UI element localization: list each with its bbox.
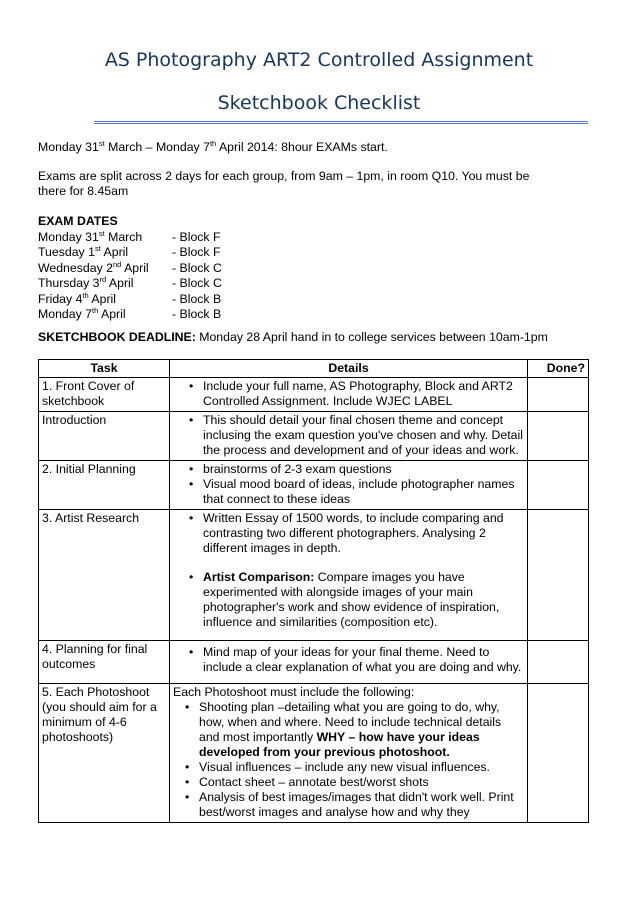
document-title: AS Photography ART2 Controlled Assignment — [104, 49, 534, 71]
header-done: Done? — [528, 360, 589, 378]
table-row — [39, 412, 589, 461]
details-cell: • This should detail your final chosen theme and concept inclusing the exam question you've chosen and why. Detail the process and development and of your ideas and work. — [170, 412, 528, 461]
done-cell[interactable] — [528, 641, 589, 684]
exam-date-row: Friday 4th April - Block B — [38, 290, 222, 306]
table-row — [39, 378, 589, 412]
done-cell[interactable] — [528, 461, 589, 510]
done-cell[interactable] — [528, 684, 589, 823]
exam-date-row: Monday 31st March - Block F — [38, 228, 221, 244]
exam-dates — [38, 214, 222, 323]
document-subtitle: Sketchbook Checklist — [217, 92, 421, 114]
details-cell: Each Photoshoot must include the following: • Shooting plan –detailing what you are going to do, why, how, when and where. Need to include technical details and most importantly WHY – how have your ideas developed from your previous photoshoot. • Visual influences – include any new visual influences. • Contact sheet – annotate best/worst shots • Analysis of best images/images that didn't work well. Print best/worst images and analyse how and why they — [170, 684, 528, 823]
done-cell[interactable] — [528, 510, 589, 641]
header-details: Details — [170, 360, 528, 378]
exam-arrival-line: there for 8.45am — [38, 184, 129, 198]
exam-date-row: Tuesday 1st April - Block F — [38, 244, 221, 259]
details-cell: • Mind map of your ideas for your final theme. Need to include a clear explanation of what you are doing and why. — [170, 641, 528, 684]
exam-date-row: Monday 7th April - Block B — [38, 306, 222, 321]
title-divider — [94, 121, 588, 124]
task-cell: 3. Artist Research — [39, 510, 170, 641]
details-cell: • brainstorms of 2-3 exam questions • Visual mood board of ideas, include photographer names that connect to these ideas — [170, 461, 528, 510]
sketchbook-deadline: SKETCHBOOK DEADLINE: Monday 28 April hand in to college services between 10am-1pm — [38, 330, 548, 344]
exam-split-line: Exams are split across 2 days for each group, from 9am – 1pm, in room Q10. You must be — [38, 169, 530, 183]
table-row — [39, 510, 589, 641]
done-cell[interactable] — [528, 378, 589, 412]
details-cell: • Written Essay of 1500 words, to include comparing and contrasting two different photographers. Analysing 2 different images in depth. • Artist Comparison: Compare images you have experimented with alongside images of your main photographer's work and show evidence of inspiration, influence and similarities (composition etc). — [170, 510, 528, 641]
exam-date-row: Thursday 3rd April - Block C — [38, 275, 222, 290]
header-task: Task — [39, 360, 170, 378]
table-row — [39, 641, 589, 684]
table-row — [39, 684, 589, 823]
task-cell: 2. Initial Planning — [39, 461, 170, 510]
done-cell[interactable] — [528, 412, 589, 461]
task-cell: 1. Front Cover of sketchbook — [39, 378, 170, 412]
task-cell: 4. Planning for final outcomes — [39, 641, 170, 684]
task-cell: Introduction — [39, 412, 170, 461]
table-row — [39, 461, 589, 510]
exam-date-row: Wednesday 2nd April - Block C — [38, 259, 222, 275]
details-cell: • Include your full name, AS Photography, Block and ART2 Controlled Assignment. Include WJEC LABEL — [170, 378, 528, 412]
checklist-table — [38, 359, 589, 823]
table-header-row — [39, 360, 589, 378]
task-cell: 5. Each Photoshoot (you should aim for a minimum of 4-6 photoshoots) — [39, 684, 170, 823]
exam-period-line: Monday 31st March – Monday 7th April 2014: 8hour EXAMs start. — [38, 139, 388, 154]
exam-dates-heading: EXAM DATES — [38, 214, 118, 228]
